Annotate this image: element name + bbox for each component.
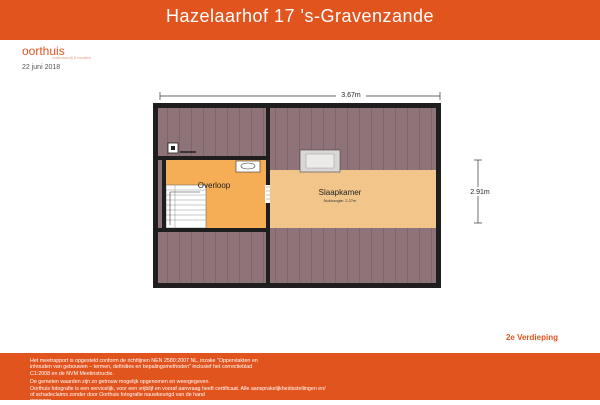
logo-tagline: makelaardij & taxaties — [52, 55, 92, 60]
room-label-overloop: Overloop — [197, 181, 231, 190]
room-label-slaapkamer: Slaapkamer — [318, 188, 362, 197]
footer-line: gewezen. — [30, 398, 53, 405]
dimension-depth-label: 2.91m — [470, 189, 490, 196]
logo-text: oorthuis — [22, 44, 65, 58]
page-title: Hazelaarhof 17 's-Gravenzande — [165, 6, 435, 26]
footer-line: Oorthuis fotografie is een servicelijk, voor een vrijblijf en vooraf aanvraag heeft certificaat. Alle aansprakelijkheidsstellingen en/ — [30, 385, 326, 392]
room-note-slaapkamer: Nokhoogte: 2.27m — [323, 198, 357, 203]
footer-line: inhouden van gebouwen – termen, definities en bepalingsmethoden" inclusief het correctieblad — [30, 364, 253, 371]
staircase — [166, 185, 206, 228]
footer-disclaimer — [0, 353, 600, 405]
skylight — [300, 150, 340, 172]
date-label: 22 juni 2018 — [22, 64, 61, 71]
dimension-width-label: 3.67m — [341, 92, 361, 99]
sink-icon — [236, 161, 260, 172]
footer-line: of schadeclaims zonder door Oorthuis fotografie nauwkeurigd van de hand — [30, 392, 205, 399]
footer-line: De gemeten waarden zijn zo getrouw mogelijk opgenomen en weergegeven. — [30, 379, 210, 386]
level-label: 2e Verdieping — [505, 333, 558, 342]
dimension-depth — [466, 160, 494, 223]
footer-line: C1:2008 en de NVM Meetinstructie. — [30, 370, 114, 377]
dimension-width — [160, 90, 440, 100]
footer-line: Het meetrapport is opgesteld conform de richtlijnen NEN 2580:2007 NL, inzake "Oppervlakten en — [30, 358, 258, 364]
